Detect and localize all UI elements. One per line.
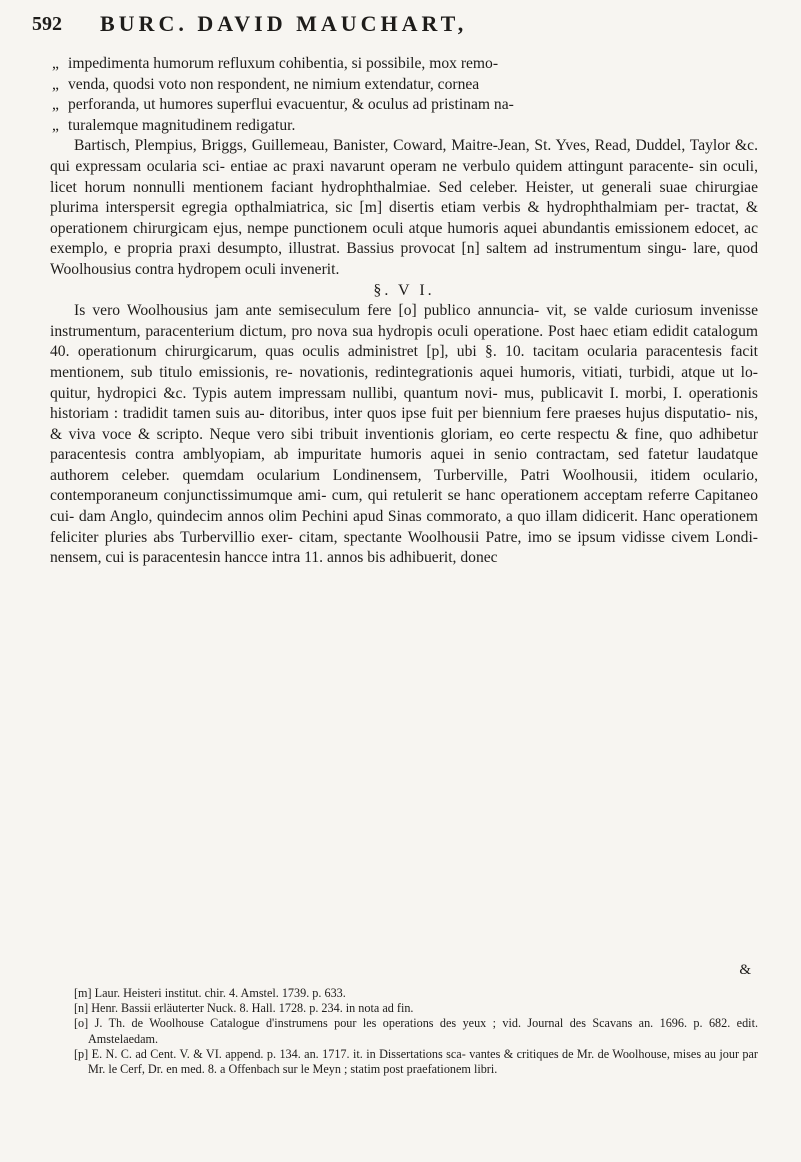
paragraph-1: Bartisch, Plempius, Briggs, Guillemeau, Banister, Coward, Maitre-Jean, St. Yves, Read, Duddel, Taylor &c. qui expressam ocularia sci- entiae ac praxi navarunt operam ne verbulo quidem attingunt paracente- sin oculi, licet horum nonnulli mentionem faciant hydrophthalmiae. Sed celeber. Heister, ut generali suae chirurgiae plurima interspersit egregia opthalmiatrica, sic [m] disertis etiam verbis & hydrophthalmiam per- tractat, & operationem chirurgicam ejus, nempe punctionem oculi atque humoris aquei abundantis emissionem edocet, ac exemplo, e propria praxi desumpto, illustrat. Bassius provocat [n] saltem ad instrumentum singu- lare, quod Woolhousius contra hydropem oculi invenerit. — [50, 137, 758, 278]
section-heading: §. V I. — [373, 281, 435, 299]
catchword: & — [739, 962, 751, 978]
footnote-p: [p] E. N. C. ad Cent. V. & VI. append. p. 134. an. 1717. it. in Dissertations sca- vantes & critiques de Mr. de Woolhouse, mises au jour par Mr. le Cerf, Dr. en med. 8. a Offenbach sur le Meyn ; statim post praefationem libri. — [74, 1046, 758, 1077]
quote-line: „ impedimenta humorum refluxum cohibentia, si possibile, mox remo- — [52, 55, 499, 72]
footnote-o: [o] J. Th. de Woolhouse Catalogue d'instrumens pour les operations des yeux ; vid. Journal des Scavans an. 1696. p. 682. edit. Amstelaedam. — [74, 1016, 758, 1046]
paragraph-2: Is vero Woolhousius jam ante semiseculum fere [o] publico annuncia- vit, se valde curiosum invenisse instrumentum, paracenterium dictum, pro nova sua hydropis oculi operatione. Post haec etiam edidit catalogum 40. operationum chirurgicarum, quas oculis administret [p], ubi §. 10. tacitam ocularia paracentesis facit mentionem, sub titulo emissionis, re- novationis, redintegrationis aquei humoris, vitiati, turbidi, atque ut lo- quitur, hydropici &c. Typis autem impressam nullibi, quantum novi- mus, publicavit I. morbi, I. operationis historiam : tradidit tamen suis au- ditoribus, inter quos ipse fuit per biennium fere praeses hujus disputatio- nis, & viva voce & scripto. Neque vero sibi tribuit inventionis gloriam, eo certe respectu & fine, quo adhibetur paracentesis contra amblyopiam, ab impuritate humoris aquei in senio contractam, sed fatetur laudatque authorem celeber. quemdam ocularium Londinensem, Turberville, Patri Woolhousii, itidem oculario, contemporaneum conjunctissimumque ami- cum, qui retulerit se hanc operationem acceptam referre Capitaneo cui- dam Anglo, quindecim annos olim Pechini apud Sinas commorato, a quo illam didicerit. Hanc operationem feliciter pluries abs Turbervillio exer- citam, spectante Woolhousii Patre, imo se ipsum vidisse civem Londi- nensem, cui is paracentesin hancce intra 11. annos bis adhibuerit, donec — [50, 302, 758, 567]
quote-line: „ venda, quodsi voto non respondent, ne nimium extendatur, cornea — [52, 75, 480, 93]
quote-line: „ turalemque magnitudinem redigatur. — [52, 116, 296, 134]
main-text — [50, 54, 758, 569]
quote-line: „ perforanda, ut humores superflui evacuentur, & oculus ad pristinam na- — [52, 96, 514, 114]
running-title: BURC. DAVID MAUCHART, — [100, 11, 468, 36]
page-header — [30, 8, 771, 48]
page-number: 592 — [32, 13, 62, 35]
footnote-m: [m] Laur. Heisteri institut. chir. 4. Amstel. 1739. p. 633. — [74, 986, 346, 1000]
footnote-n: [n] Henr. Bassii erläuterter Nuck. 8. Hall. 1728. p. 234. in nota ad fin. — [74, 1001, 414, 1016]
footnotes — [40, 986, 758, 1077]
